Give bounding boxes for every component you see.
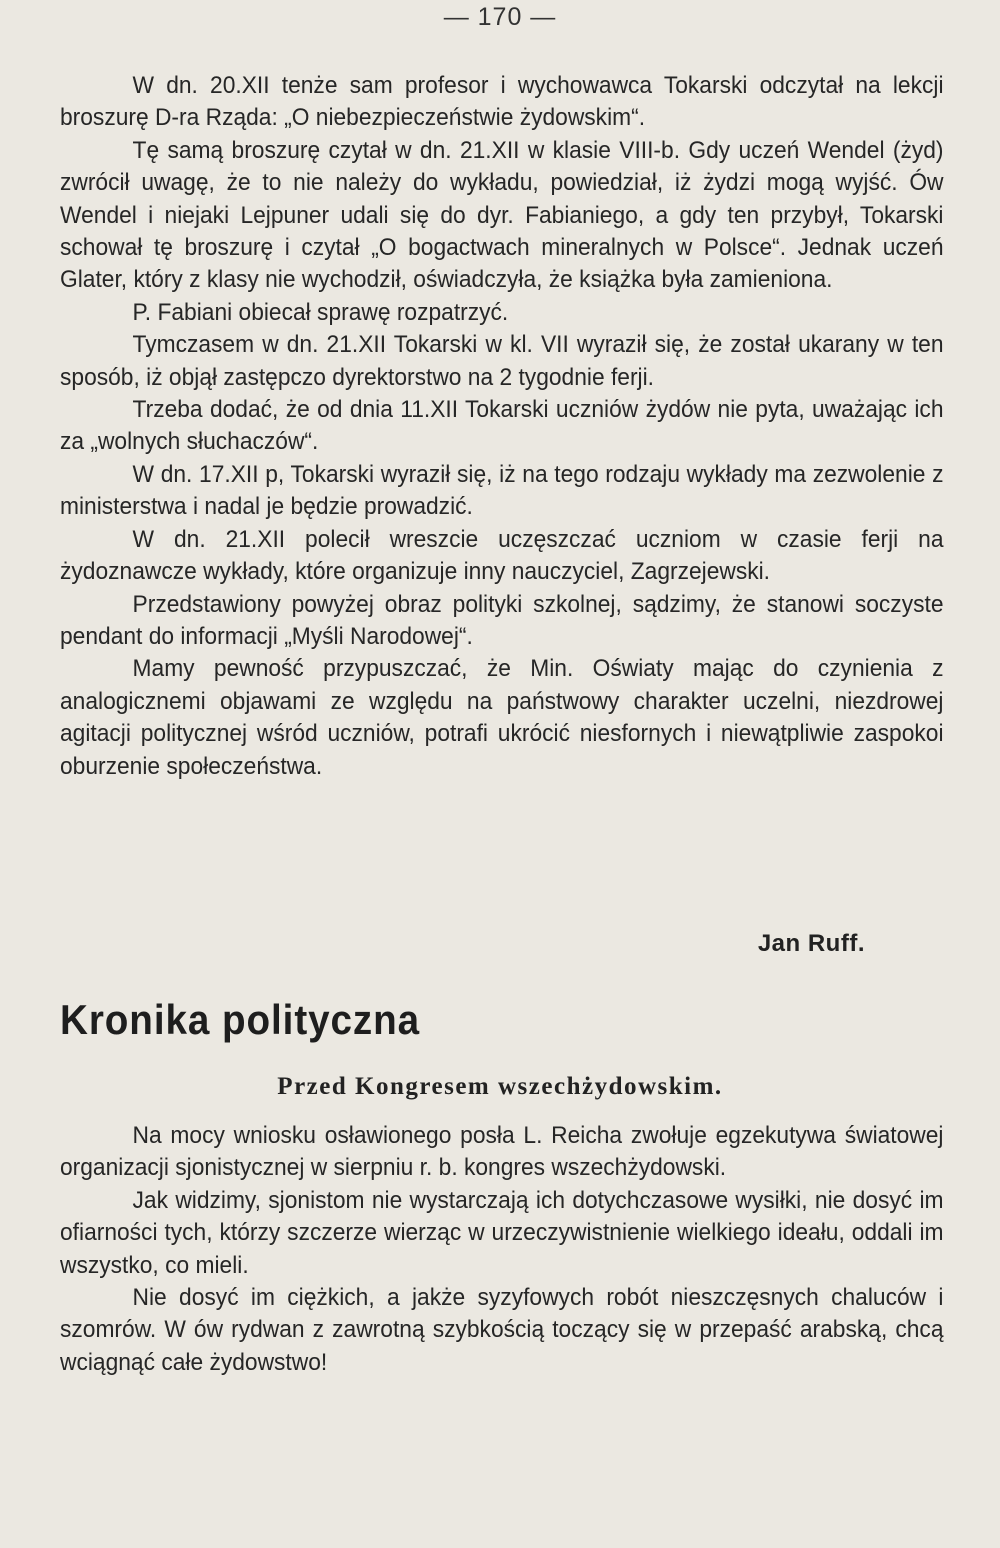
- article-paragraph: Tymczasem w dn. 21.XII Tokarski w kl. VII wyraził się, że został ukarany w ten sposób, iż objął zastępczo dyrektorstwo na 2 tygodnie ferji.: [60, 331, 944, 391]
- article-paragraph: P. Fabiani obiecał sprawę rozpatrzyć.: [132, 298, 509, 326]
- chronicle-body: [60, 1120, 944, 1379]
- chronicle-paragraph: Jak widzimy, sjonistom nie wystarczają ich dotychczasowe wysiłki, nie dosyć im ofiarności tych, którzy szczerze wierząc w urzeczywistnienie wielkiego ideału, oddali im wszystko, co mieli.: [60, 1186, 944, 1279]
- article-paragraph: Trzeba dodać, że od dnia 11.XII Tokarski uczniów żydów nie pyta, uważając ich za „wolnych słuchaczów“.: [60, 396, 944, 456]
- article-paragraph: W dn. 17.XII p, Tokarski wyraził się, iż na tego rodzaju wykłady ma zezwolenie z ministerstwa i nadal je będzie prowadzić.: [60, 460, 944, 521]
- author-signature: Jan Ruff.: [757, 930, 865, 957]
- chronicle-paragraph: Nie dosyć im ciężkich, a jakże syzyfowych robót nieszczęsnych chaluców i szomrów. W ów rydwan z zawrotną szybkością toczący się w przepaść arabską, chcą wciągnąć całe żydowstwo!: [60, 1284, 944, 1376]
- article-paragraph: Przedstawiony powyżej obraz polityki szkolnej, sądzimy, że stanowi soczyste pendant do informacji „Myśli Narodowej“.: [60, 590, 944, 650]
- section-title: Kronika polityczna: [60, 996, 421, 1043]
- page-number: — 170 —: [443, 3, 557, 31]
- article-paragraph: W dn. 21.XII polecił wreszcie uczęszczać uczniom w czasie ferji na żydoznawcze wykłady, które organizuje inny nauczyciel, Zagrzejewski.: [60, 525, 944, 586]
- subsection-title: Przed Kongresem wszechżydowskim.: [277, 1073, 723, 1100]
- article-paragraph: Tę samą broszurę czytał w dn. 21.XII w klasie VIII-b. Gdy uczeń Wendel (żyd) zwrócił uwagę, że to nie należy do wykładu, powiedział, iż żydzi mogą wyjść. Ów Wendel i niejaki Lejpuner udali się do dyr. Fabianiego, a gdy ten przybył, Tokarski schował tę broszurę i czytał „O bogactwach mineralnych w Polsce“. Jednak uczeń Glater, który z klasy nie wychodził, oświadczyła, że książka była zamieniona.: [60, 136, 944, 294]
- article-body: [60, 70, 944, 783]
- chronicle-paragraph: Na mocy wniosku osławionego posła L. Reicha zwołuje egzekutywa światowej organizacji sjonistycznej w sierpniu r. b. kongres wszechżydowski.: [60, 1122, 944, 1182]
- article-paragraph: Mamy pewność przypuszczać, że Min. Oświaty mając do czynienia z analogicznemi objawami ze względu na państwowy charakter uczelni, niezdrowej agitacji politycznej wśród uczniów, potrafi ukrócić niesfornych i niewątpliwie zaspokoi oburzenie społeczeństwa.: [60, 655, 944, 780]
- article-paragraph: W dn. 20.XII tenże sam profesor i wychowawca Tokarski odczytał na lekcji broszurę D-ra Rząda: „O niebezpieczeństwie żydowskim“.: [60, 72, 944, 132]
